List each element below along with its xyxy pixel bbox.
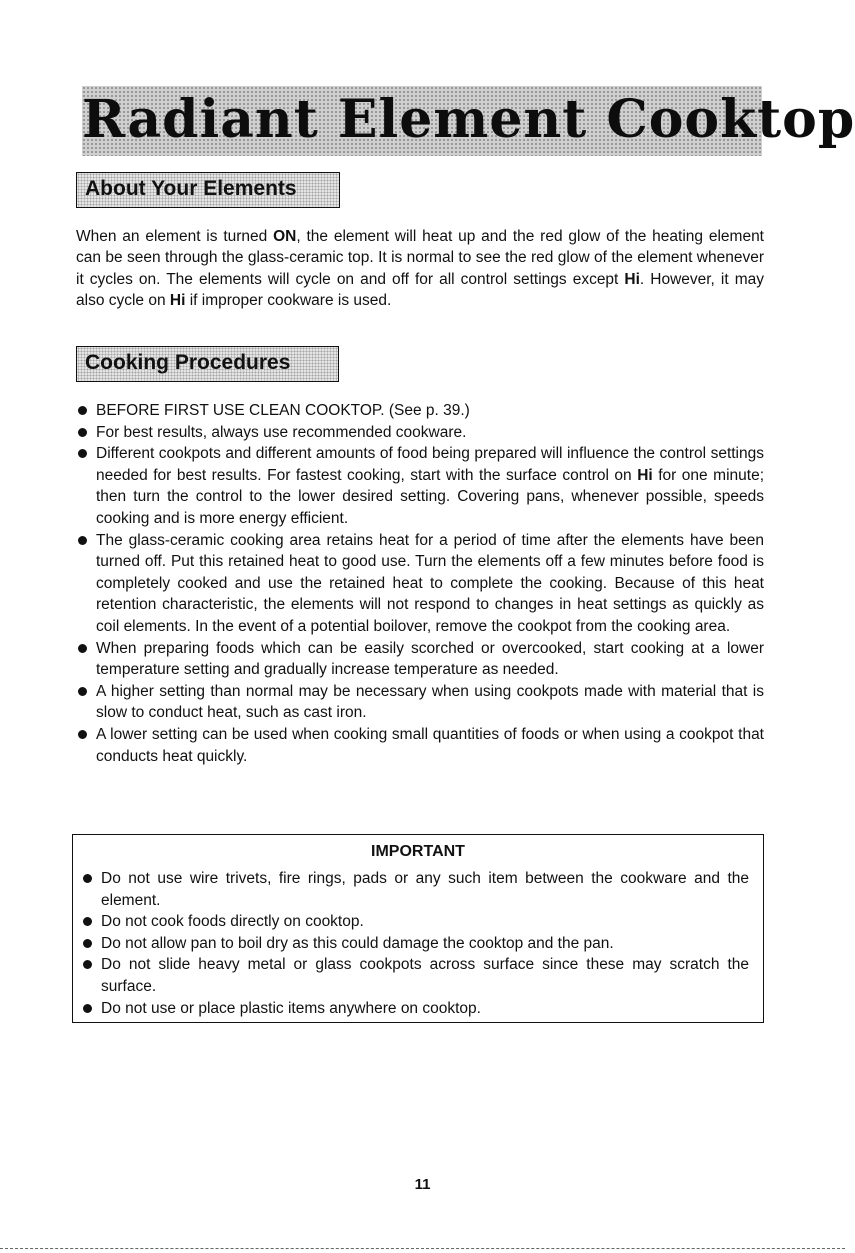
bullet-icon bbox=[78, 536, 87, 545]
bullet-icon bbox=[83, 960, 92, 969]
about-paragraph: When an element is turned ON, the element will heat up and the red glow of the heating element can be seen through the glass-ceramic top. It is normal to see the red glow of the element whenever it cycles on. The elements will cycle on and off for all control settings except Hi. However, it may also cycle on Hi if improper cookware is used. bbox=[76, 228, 764, 309]
cooking-heading: Cooking Procedures bbox=[85, 351, 291, 374]
important-list bbox=[81, 868, 749, 1019]
bullet-icon bbox=[83, 874, 92, 883]
bullet-icon bbox=[78, 730, 87, 739]
bullet-icon bbox=[83, 1004, 92, 1013]
bullet-icon bbox=[78, 687, 87, 696]
bullet-icon bbox=[78, 449, 87, 458]
bottom-divider bbox=[0, 1248, 845, 1249]
bullet-icon bbox=[83, 939, 92, 948]
list-item: A higher setting than normal may be necessary when using cookpots made with material that is slow to conduct heat, such as cast iron. bbox=[76, 681, 764, 724]
list-item: Do not allow pan to boil dry as this could damage the cooktop and the pan. bbox=[81, 933, 749, 955]
about-heading-box bbox=[76, 172, 340, 208]
list-item: BEFORE FIRST USE CLEAN COOKTOP. (See p. 39.) bbox=[76, 400, 764, 422]
bullet-icon bbox=[78, 406, 87, 415]
title-banner bbox=[82, 86, 855, 156]
about-heading: About Your Elements bbox=[85, 177, 297, 200]
bullet-icon bbox=[78, 644, 87, 653]
list-item: For best results, always use recommended cookware. bbox=[76, 422, 764, 444]
list-item: When preparing foods which can be easily scorched or overcooked, start cooking at a lower temperature setting and gradually increase temperature as needed. bbox=[76, 638, 764, 681]
list-item: The glass-ceramic cooking area retains heat for a period of time after the elements have been turned off. Put this retained heat to good use. Turn the elements off a few minutes before food is completely cooked and use the retained heat to complete the cooking. Because of this heat retention characteristic, the elements will not respond to changes in heat settings as quickly as coil elements. In the event of a potential boilover, remove the cookpot from the cooking area. bbox=[76, 530, 764, 638]
bullet-icon bbox=[83, 917, 92, 926]
list-item: Do not use wire trivets, fire rings, pads or any such item between the cookware and the element. bbox=[81, 868, 749, 911]
important-heading: IMPORTANT bbox=[371, 843, 465, 860]
bullet-icon bbox=[78, 428, 87, 437]
list-item: A lower setting can be used when cooking small quantities of foods or when using a cookpot that conducts heat quickly. bbox=[76, 724, 764, 767]
page-number: 11 bbox=[414, 1176, 431, 1193]
important-box bbox=[72, 834, 764, 1023]
list-item: Do not use or place plastic items anywhere on cooktop. bbox=[81, 998, 749, 1020]
cooking-procedures-list bbox=[76, 400, 764, 767]
list-item: Do not cook foods directly on cooktop. bbox=[81, 911, 749, 933]
list-item: Do not slide heavy metal or glass cookpots across surface since these may scratch the surface. bbox=[81, 954, 749, 997]
cooking-heading-box bbox=[76, 346, 339, 382]
page-title: Radiant Element Cooktop bbox=[82, 89, 855, 150]
list-item: Different cookpots and different amounts of food being prepared will influence the control settings needed for best results. For fastest cooking, start with the surface control on Hi for one minute; then turn the control to the lower desired setting. Covering pans, whenever possible, speeds cooking and is more energy efficient. bbox=[76, 443, 764, 529]
